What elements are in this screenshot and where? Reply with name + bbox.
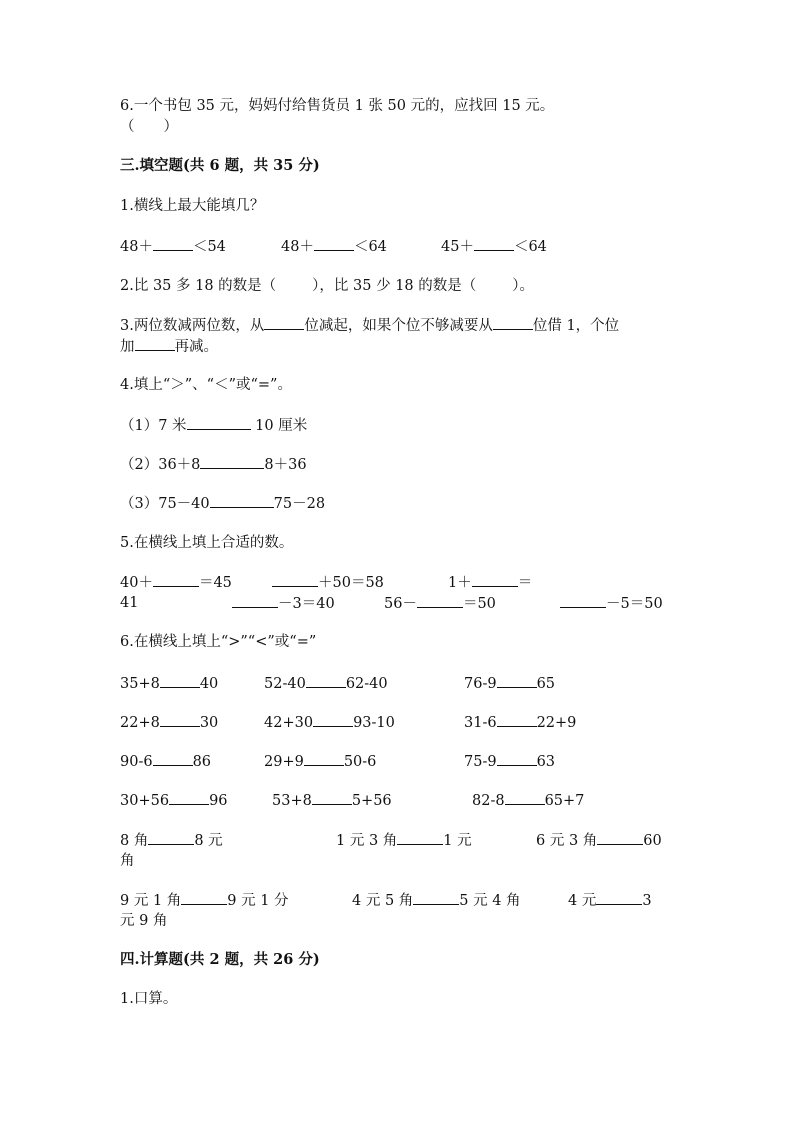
answer-blank[interactable] [272, 572, 318, 587]
calc-q1-title: 1.口算。 [120, 991, 178, 1007]
answer-blank[interactable] [497, 673, 537, 688]
answer-blank[interactable] [153, 751, 193, 766]
question-6-text: 6.一个书包 35 元，妈妈付给售货员 1 张 50 元的，应找回 15 元。 [120, 98, 555, 114]
answer-blank[interactable] [181, 890, 227, 905]
answer-blank[interactable] [304, 751, 344, 766]
fill-q4-item-1: （1）7 米 10 厘米 [120, 415, 307, 436]
compare-item: 31-6 22+9 [464, 712, 576, 733]
fill-q5-item-2: ＋50＝58 [272, 572, 384, 593]
fill-q4-item-3: （3）75－40 75－28 [120, 493, 325, 514]
fill-q5-title: 5.在横线上填上合适的数。 [120, 535, 294, 551]
fill-q5-item-4: －3＝40 [232, 593, 335, 614]
answer-blank[interactable] [397, 830, 443, 845]
answer-blank[interactable] [306, 673, 346, 688]
answer-blank[interactable] [497, 751, 537, 766]
fill-q1-item-2: 48＋ ＜64 [281, 236, 387, 257]
fill-q3-line-1: 3.两位数减两位数，从 位减起，如果个位不够减要从 位借 1，个位 [120, 315, 619, 336]
compare-item: 29+9 50-6 [264, 751, 376, 772]
compare-item: 30+56 96 [120, 790, 228, 811]
answer-blank[interactable] [417, 593, 463, 608]
answer-blank[interactable] [153, 236, 193, 251]
fill-q3-line-2: 加 再减。 [120, 336, 218, 357]
compare-item: 52-40 62-40 [264, 673, 388, 694]
answer-blank[interactable] [135, 336, 175, 351]
compare-item: 6 元 3 角 60 [536, 830, 662, 851]
answer-blank[interactable] [210, 493, 274, 508]
compare-item: 76-9 65 [464, 673, 555, 694]
answer-blank[interactable] [413, 890, 459, 905]
section-4-title: 四.计算题(共 2 题，共 26 分) [120, 951, 320, 968]
answer-blank[interactable] [160, 712, 200, 727]
fill-q4-title: 4.填上“＞”、“＜”或“=”。 [120, 377, 292, 393]
answer-blank[interactable] [505, 790, 545, 805]
compare-item: 22+8 30 [120, 712, 218, 733]
fill-q1-title: 1.横线上最大能填几？ [120, 198, 265, 214]
compare-item: 90-6 86 [120, 751, 211, 772]
compare-item: 75-9 63 [464, 751, 555, 772]
compare-item: 4 元 5 角 5 元 4 角 [352, 890, 521, 911]
compare-item: 9 元 1 角 9 元 1 分 [120, 890, 289, 911]
compare-item-wrap: 角 [120, 853, 135, 869]
compare-item: 4 元 3 [568, 890, 652, 911]
fill-q6-title: 6.在横线上填上“>”“<”或“=” [120, 634, 317, 650]
fill-q5-item-3-wrap: 41 [120, 595, 139, 611]
answer-blank[interactable] [313, 712, 353, 727]
compare-item-wrap: 元 9 角 [120, 913, 168, 929]
fill-q5-item-6: －5＝50 [560, 593, 663, 614]
answer-blank[interactable] [312, 790, 352, 805]
answer-blank[interactable] [232, 593, 278, 608]
fill-q1-item-3: 45＋ ＜64 [441, 236, 547, 257]
compare-item: 35+8 40 [120, 673, 218, 694]
answer-blank[interactable] [560, 593, 606, 608]
answer-blank[interactable] [187, 415, 251, 430]
fill-q5-item-3: 1＋ ＝ [448, 572, 532, 593]
answer-blank[interactable] [493, 315, 533, 330]
answer-blank[interactable] [472, 572, 518, 587]
answer-blank[interactable] [474, 236, 514, 251]
fill-q1-item-1: 48＋ ＜54 [120, 236, 226, 257]
fill-q2: 2.比 35 多 18 的数是（ ），比 35 少 18 的数是（ ）。 [120, 278, 535, 294]
question-6-answer-paren: （ ） [120, 119, 178, 135]
fill-q5-item-1: 40＋ ＝45 [120, 572, 232, 593]
compare-item: 1 元 3 角 1 元 [336, 830, 472, 851]
compare-item: 8 角 8 元 [120, 830, 223, 851]
answer-blank[interactable] [264, 315, 304, 330]
answer-blank[interactable] [169, 790, 209, 805]
answer-blank[interactable] [497, 712, 537, 727]
answer-blank[interactable] [200, 454, 264, 469]
compare-item: 42+30 93-10 [264, 712, 395, 733]
answer-blank[interactable] [596, 890, 642, 905]
answer-blank[interactable] [153, 572, 199, 587]
answer-blank[interactable] [148, 830, 194, 845]
compare-item: 82-8 65+7 [472, 790, 584, 811]
answer-blank[interactable] [314, 236, 354, 251]
compare-item: 53+8 5+56 [272, 790, 392, 811]
answer-blank[interactable] [160, 673, 200, 688]
section-3-title: 三.填空题(共 6 题，共 35 分) [120, 157, 320, 174]
fill-q5-item-5: 56－ ＝50 [384, 593, 496, 614]
answer-blank[interactable] [597, 830, 643, 845]
fill-q4-item-2: （2）36＋8 8＋36 [120, 454, 307, 475]
